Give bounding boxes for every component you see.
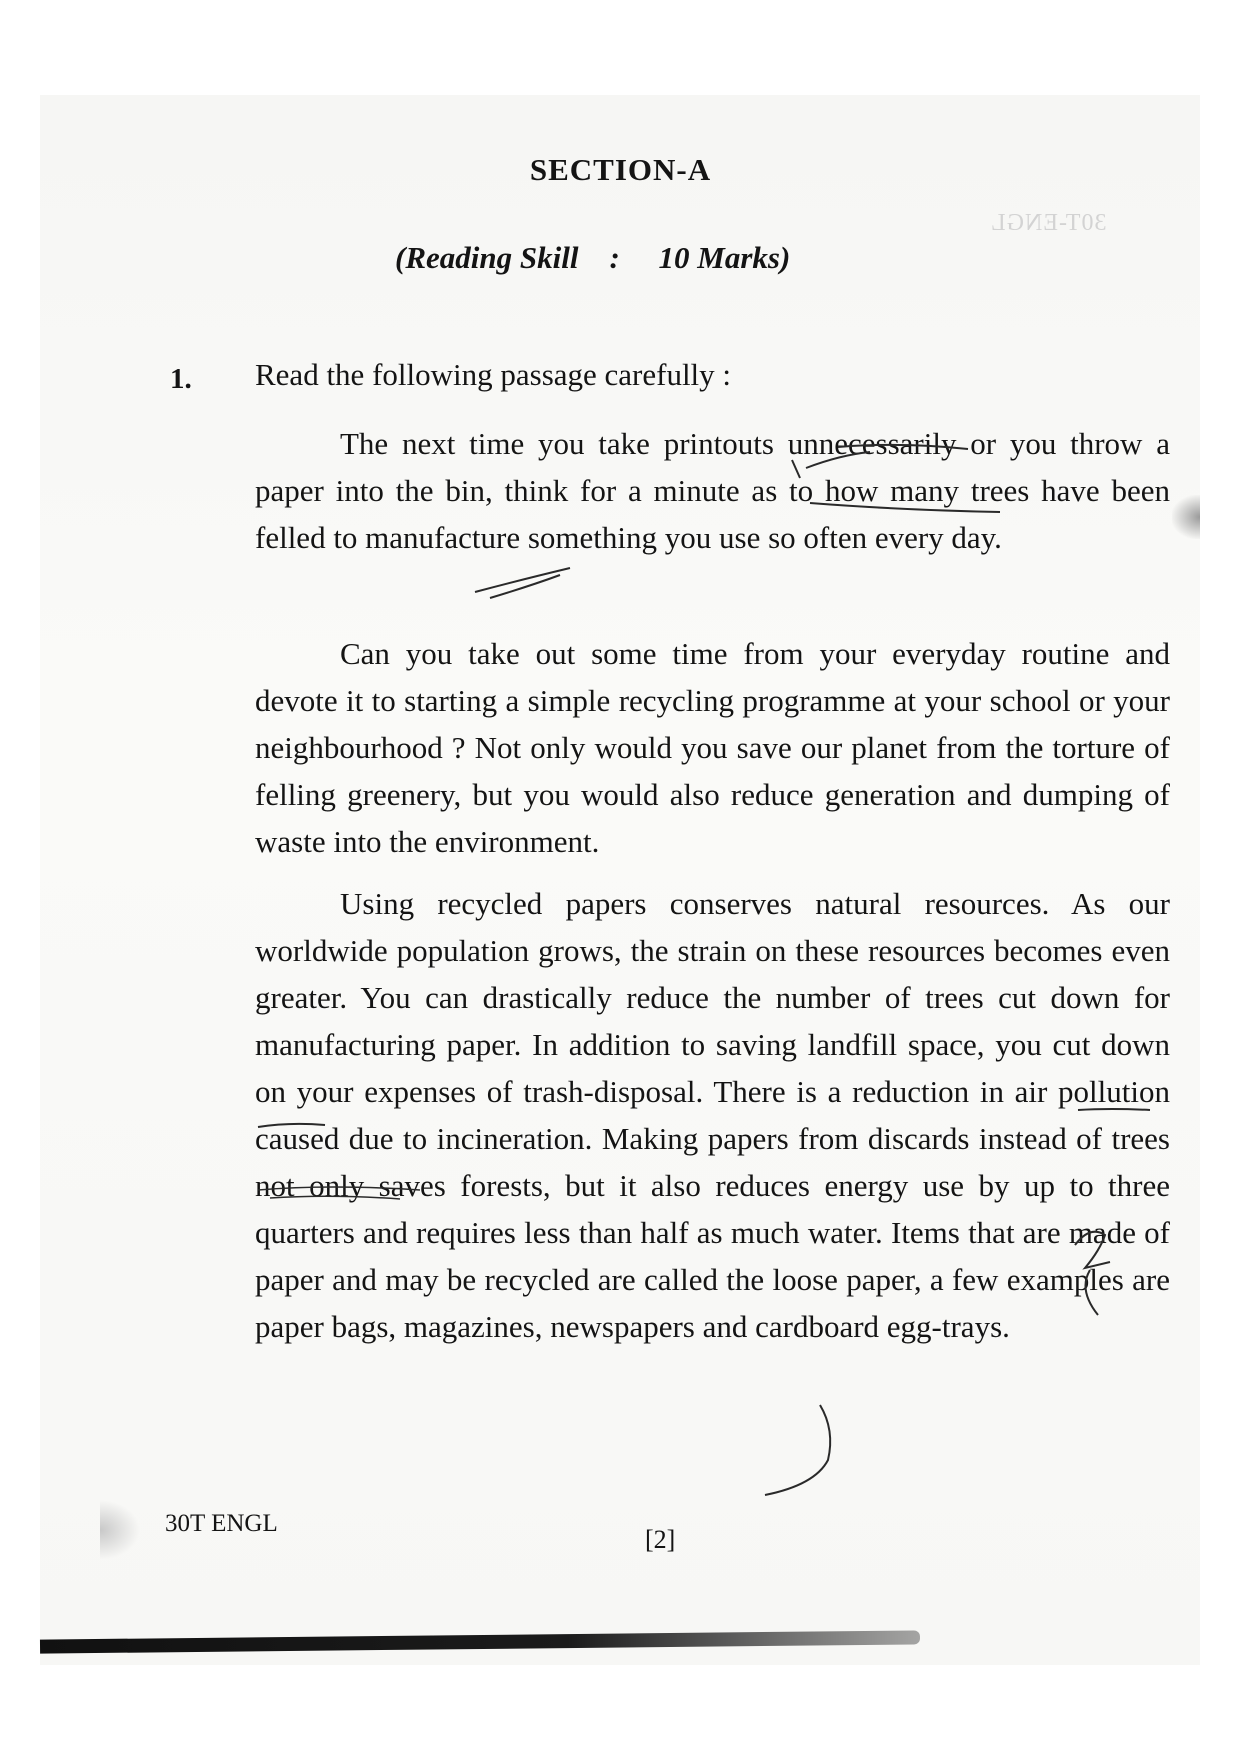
passage-paragraph-1: The next time you take printouts unnecessarily or you throw a paper into the bin, think for a minute as to how many trees have been felled to manufacture something you use so often every day. [255,426,1170,555]
section-subtitle: (Reading Skill : 10 Marks) [395,240,791,275]
scan-shadow [100,1500,140,1560]
page-number: [2] [645,1525,676,1554]
scan-shadow [1172,495,1200,539]
passage-paragraph-3: Using recycled papers conserves natural resources. As our worldwide population grows, the strain on these resources becomes even greater. You can drastically reduce the number of trees cut down for manufacturing paper. In addition to saving landfill space, you cut down on your expenses of trash-disposal. There is a reduction in air pollution caused due to incineration. Making papers from discards instead of trees not only saves forests, but it also reduces energy use by up to three quarters and requires less than half as much water. Items that are made of paper and may be recycled are called the loose paper, a few examples are paper bags, magazines, newspapers and cardboard egg-trays. [255,886,1170,1344]
passage-paragraph-2: Can you take out some time from your everyday routine and devote it to starting a simple recycling programme at your school or your neighbourhood ? Not only would you save our planet from the torture of felling greenery, but you would also reduce generation and dumping of waste into the environment. [255,636,1170,859]
question-number: 1. [170,363,192,395]
section-title: SECTION-A [529,152,712,187]
paper-code: 30T ENGL [165,1510,278,1537]
bleed-through-text: 30T-ENGL [990,210,1107,236]
question-instruction: Read the following passage carefully : [255,357,732,392]
